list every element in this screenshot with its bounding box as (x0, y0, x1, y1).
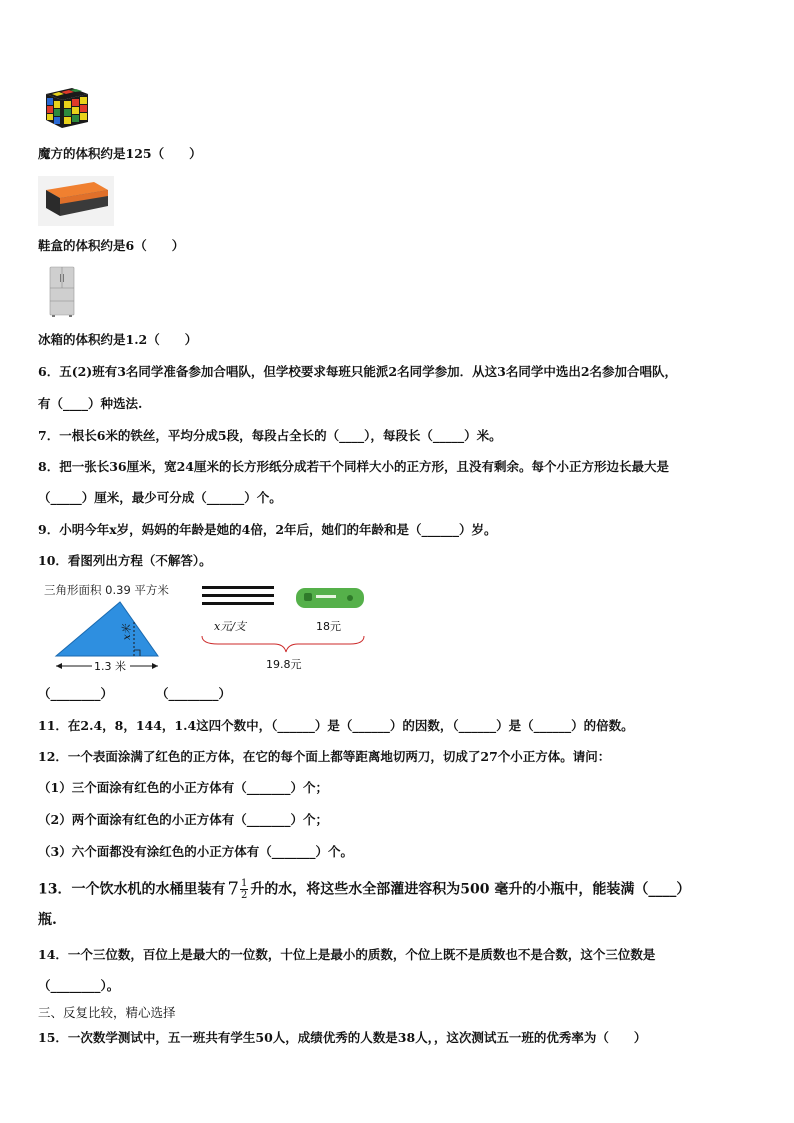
triangle-base-label: 1.3 米 (94, 660, 126, 673)
question-9: 9．小明今年x岁，妈妈的年龄是她的4倍，2年后，她们的年龄和是（______）岁。 (38, 522, 497, 537)
question-8-line2: （_____）厘米，最少可分成（______）个。 (38, 490, 282, 505)
question-shoebox-volume: 鞋盒的体积约是6（ ） (38, 238, 185, 253)
question-10: 10．看图列出方程（不解答）。 (38, 553, 212, 568)
question-cube-volume: 魔方的体积约是125（ ） (38, 146, 202, 161)
mixed-fraction (227, 878, 248, 901)
question-8-line1: 8．把一张长36厘米，宽24厘米的长方形纸分成若干个同样大小的正方形，且没有剩余。每个小正方形边长最大是 (38, 459, 669, 474)
fraction-numerator: 1 (240, 878, 248, 889)
rubiks-cube-image (42, 84, 92, 130)
shoebox-image (38, 176, 114, 226)
fraction-denominator: 2 (240, 890, 248, 901)
question-13-prefix: 13．一个饮水机的水桶里装有 (38, 881, 226, 898)
question-12-part-3: （3）六个面都没有涂红色的小正方体有（_______）个。 (38, 844, 353, 859)
fraction-whole: 7 (227, 878, 239, 900)
question-12-part-2: （2）两个面涂有红色的小正方体有（_______）个； (38, 812, 328, 827)
section-3-heading: 三、反复比较，精心选择 (38, 1005, 176, 1020)
question-10-figure (38, 582, 378, 682)
question-13-line2: 瓶. (38, 912, 57, 928)
question-6-line2: 有（____）种选法. (38, 396, 143, 411)
question-13-suffix: 升的水，将这些水全部灌进容积为500 毫升的小瓶中，能装满（____） (250, 881, 691, 898)
question-14-line1: 14．一个三位数，百位上是最大的一位数，十位上是最小的质数，个位上既不是质数也不是合数，这个三位数是 (38, 947, 656, 962)
question-10-answer-1: （________） (38, 686, 114, 701)
pencil-case-price-label: 18元 (316, 620, 341, 633)
triangle-area-caption: 三角形面积 0.39 平方米 (44, 583, 169, 597)
question-12-part-1: （1）三个面涂有红色的小正方体有（_______）个； (38, 780, 328, 795)
triangle-height-label: x米 (122, 624, 133, 640)
pen-3 (202, 602, 274, 605)
pen-price-label: x元/支 (214, 620, 246, 633)
total-price-label: 19.8元 (266, 658, 302, 671)
question-14-line2: （________）。 (38, 978, 120, 993)
question-7: 7．一根长6米的铁丝，平均分成5段，每段占全长的（____），每段长（_____）米。 (38, 428, 502, 443)
question-15: 15．一次数学测试中，五一班共有学生50人，成绩优秀的人数是38人，，这次测试五一班的优秀率为（ ） (38, 1030, 647, 1045)
question-fridge-volume: 冰箱的体积约是1.2（ ） (38, 332, 198, 347)
question-10-answer-2: （________） (156, 686, 232, 701)
fridge-image (44, 266, 80, 318)
fraction-body (240, 878, 248, 901)
question-12: 12．一个表面涂满了红色的正方体，在它的每个面上都等距离地切两刀，切成了27个小正方体。请问： (38, 749, 611, 764)
total-brace (202, 636, 364, 652)
question-13-line1 (38, 878, 690, 906)
pen-1 (202, 586, 274, 589)
question-11: 11．在2.4，8，144，1.4这四个数中，（______）是（______）的因数，（______）是（______）的倍数。 (38, 718, 634, 733)
pen-2 (202, 594, 274, 597)
blue-triangle (56, 602, 158, 656)
question-6-line1: 6．五(2)班有3名同学准备参加合唱队，但学校要求每班只能派2名同学参加．从这3名同学中选出2名参加合唱队， (38, 364, 678, 379)
